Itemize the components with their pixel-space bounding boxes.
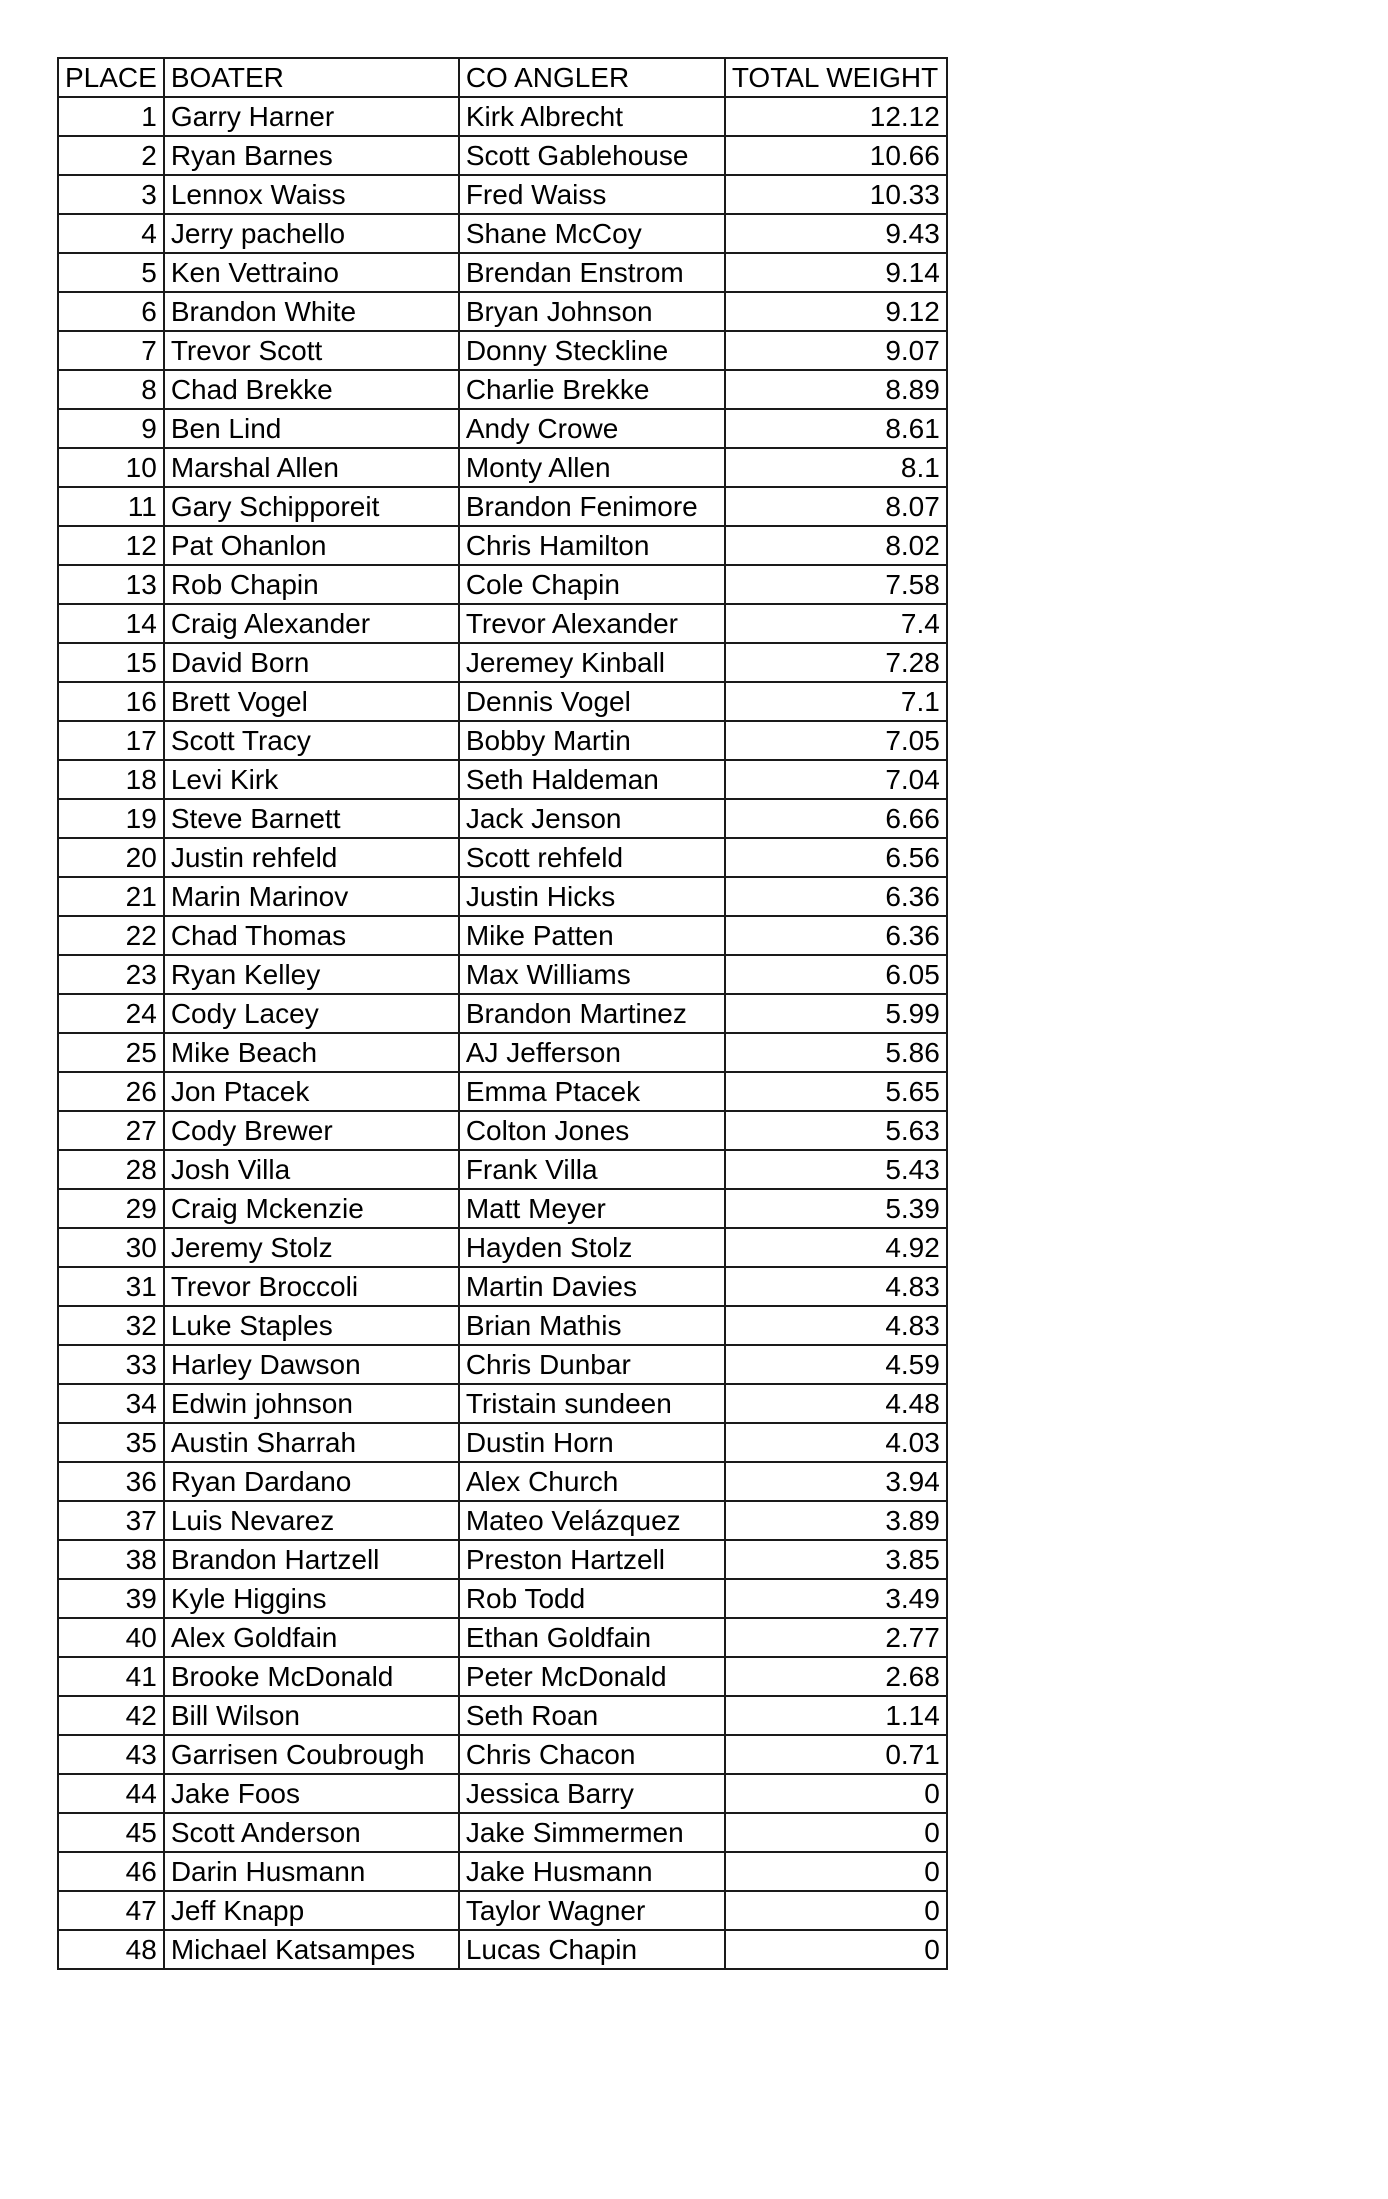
table-row — [58, 1423, 947, 1462]
boater-cell: Jeremy Stolz — [164, 1228, 459, 1267]
total-weight-cell: 3.94 — [725, 1462, 947, 1501]
boater-cell: Craig Mckenzie — [164, 1189, 459, 1228]
boater-cell: Ken Vettraino — [164, 253, 459, 292]
co-angler-cell: Bryan Johnson — [459, 292, 725, 331]
place-cell: 17 — [58, 721, 164, 760]
boater-cell: Rob Chapin — [164, 565, 459, 604]
place-cell: 23 — [58, 955, 164, 994]
boater-cell: Edwin johnson — [164, 1384, 459, 1423]
boater-cell: Marin Marinov — [164, 877, 459, 916]
place-cell: 47 — [58, 1891, 164, 1930]
total-weight-cell: 6.56 — [725, 838, 947, 877]
co-angler-cell: Colton Jones — [459, 1111, 725, 1150]
table-row — [58, 1462, 947, 1501]
boater-cell: Trevor Broccoli — [164, 1267, 459, 1306]
boater-cell: Kyle Higgins — [164, 1579, 459, 1618]
co-angler-cell: Chris Hamilton — [459, 526, 725, 565]
co-angler-cell: Donny Steckline — [459, 331, 725, 370]
total-weight-cell: 12.12 — [725, 97, 947, 136]
total-weight-cell: 9.14 — [725, 253, 947, 292]
table-row — [58, 799, 947, 838]
table-row — [58, 1774, 947, 1813]
boater-cell: Garry Harner — [164, 97, 459, 136]
co-angler-cell: Jack Jenson — [459, 799, 725, 838]
total-weight-cell: 8.61 — [725, 409, 947, 448]
place-cell: 43 — [58, 1735, 164, 1774]
header-row — [58, 58, 947, 97]
table-row — [58, 1345, 947, 1384]
co-angler-cell: Hayden Stolz — [459, 1228, 725, 1267]
place-cell: 5 — [58, 253, 164, 292]
total-weight-cell: 2.68 — [725, 1657, 947, 1696]
boater-cell: Lennox Waiss — [164, 175, 459, 214]
place-cell: 12 — [58, 526, 164, 565]
co-angler-cell: Chris Chacon — [459, 1735, 725, 1774]
place-cell: 31 — [58, 1267, 164, 1306]
boater-cell: Steve Barnett — [164, 799, 459, 838]
place-cell: 41 — [58, 1657, 164, 1696]
table-row — [58, 721, 947, 760]
table-row — [58, 1657, 947, 1696]
total-weight-cell: 7.58 — [725, 565, 947, 604]
boater-cell: Mike Beach — [164, 1033, 459, 1072]
place-cell: 20 — [58, 838, 164, 877]
total-weight-cell: 8.07 — [725, 487, 947, 526]
co-angler-cell: Chris Dunbar — [459, 1345, 725, 1384]
co-angler-cell: Jake Husmann — [459, 1852, 725, 1891]
total-weight-cell: 5.86 — [725, 1033, 947, 1072]
place-cell: 13 — [58, 565, 164, 604]
co-angler-cell: Alex Church — [459, 1462, 725, 1501]
table-row — [58, 994, 947, 1033]
boater-cell: Luke Staples — [164, 1306, 459, 1345]
co-angler-cell: Justin Hicks — [459, 877, 725, 916]
co-angler-cell: Kirk Albrecht — [459, 97, 725, 136]
boater-cell: Jerry pachello — [164, 214, 459, 253]
place-cell: 39 — [58, 1579, 164, 1618]
boater-cell: Austin Sharrah — [164, 1423, 459, 1462]
table-row — [58, 526, 947, 565]
co-angler-cell: Frank Villa — [459, 1150, 725, 1189]
total-weight-cell: 5.99 — [725, 994, 947, 1033]
place-cell: 26 — [58, 1072, 164, 1111]
co-angler-cell: Brandon Fenimore — [459, 487, 725, 526]
table-row — [58, 1501, 947, 1540]
co-angler-cell: Shane McCoy — [459, 214, 725, 253]
place-cell: 3 — [58, 175, 164, 214]
co-angler-cell: Brian Mathis — [459, 1306, 725, 1345]
boater-cell: Cody Brewer — [164, 1111, 459, 1150]
place-cell: 8 — [58, 370, 164, 409]
table-row — [58, 1618, 947, 1657]
table-row — [58, 1579, 947, 1618]
place-cell: 36 — [58, 1462, 164, 1501]
table-row — [58, 1306, 947, 1345]
total-weight-cell: 4.48 — [725, 1384, 947, 1423]
table-row — [58, 1033, 947, 1072]
boater-cell: Trevor Scott — [164, 331, 459, 370]
table-row — [58, 1891, 947, 1930]
table-row — [58, 604, 947, 643]
place-cell: 1 — [58, 97, 164, 136]
co-angler-cell: Rob Todd — [459, 1579, 725, 1618]
place-cell: 22 — [58, 916, 164, 955]
boater-cell: Pat Ohanlon — [164, 526, 459, 565]
boater-cell: Darin Husmann — [164, 1852, 459, 1891]
boater-cell: Bill Wilson — [164, 1696, 459, 1735]
table-row — [58, 1540, 947, 1579]
total-weight-cell: 5.43 — [725, 1150, 947, 1189]
table-row — [58, 331, 947, 370]
total-weight-cell: 9.12 — [725, 292, 947, 331]
co-angler-cell: Mateo Velázquez — [459, 1501, 725, 1540]
co-angler-cell: Jeremey Kinball — [459, 643, 725, 682]
total-weight-cell: 6.36 — [725, 877, 947, 916]
place-cell: 30 — [58, 1228, 164, 1267]
place-cell: 24 — [58, 994, 164, 1033]
place-cell: 2 — [58, 136, 164, 175]
total-weight-cell: 8.1 — [725, 448, 947, 487]
header-co-angler: CO ANGLER — [459, 58, 725, 97]
table-row — [58, 1150, 947, 1189]
co-angler-cell: Ethan Goldfain — [459, 1618, 725, 1657]
total-weight-cell: 3.85 — [725, 1540, 947, 1579]
boater-cell: Jake Foos — [164, 1774, 459, 1813]
boater-cell: Alex Goldfain — [164, 1618, 459, 1657]
boater-cell: Marshal Allen — [164, 448, 459, 487]
place-cell: 4 — [58, 214, 164, 253]
co-angler-cell: Jessica Barry — [459, 1774, 725, 1813]
boater-cell: Luis Nevarez — [164, 1501, 459, 1540]
place-cell: 25 — [58, 1033, 164, 1072]
boater-cell: Ryan Barnes — [164, 136, 459, 175]
co-angler-cell: Cole Chapin — [459, 565, 725, 604]
boater-cell: Scott Anderson — [164, 1813, 459, 1852]
table-row — [58, 1813, 947, 1852]
place-cell: 35 — [58, 1423, 164, 1462]
total-weight-cell: 7.05 — [725, 721, 947, 760]
co-angler-cell: Martin Davies — [459, 1267, 725, 1306]
total-weight-cell: 2.77 — [725, 1618, 947, 1657]
table-row — [58, 409, 947, 448]
boater-cell: Josh Villa — [164, 1150, 459, 1189]
total-weight-cell: 6.66 — [725, 799, 947, 838]
place-cell: 48 — [58, 1930, 164, 1969]
co-angler-cell: AJ Jefferson — [459, 1033, 725, 1072]
boater-cell: Jon Ptacek — [164, 1072, 459, 1111]
place-cell: 32 — [58, 1306, 164, 1345]
place-cell: 44 — [58, 1774, 164, 1813]
table-row — [58, 97, 947, 136]
place-cell: 40 — [58, 1618, 164, 1657]
table-row — [58, 253, 947, 292]
place-cell: 16 — [58, 682, 164, 721]
co-angler-cell: Brandon Martinez — [459, 994, 725, 1033]
place-cell: 19 — [58, 799, 164, 838]
total-weight-cell: 9.07 — [725, 331, 947, 370]
place-cell: 9 — [58, 409, 164, 448]
table-row — [58, 1384, 947, 1423]
co-angler-cell: Scott Gablehouse — [459, 136, 725, 175]
table-row — [58, 175, 947, 214]
header-boater: BOATER — [164, 58, 459, 97]
boater-cell: Scott Tracy — [164, 721, 459, 760]
table-row — [58, 214, 947, 253]
total-weight-cell: 0.71 — [725, 1735, 947, 1774]
boater-cell: Ben Lind — [164, 409, 459, 448]
total-weight-cell: 0 — [725, 1930, 947, 1969]
table-row — [58, 1696, 947, 1735]
co-angler-cell: Matt Meyer — [459, 1189, 725, 1228]
total-weight-cell: 0 — [725, 1813, 947, 1852]
total-weight-cell: 6.05 — [725, 955, 947, 994]
total-weight-cell: 4.92 — [725, 1228, 947, 1267]
boater-cell: Jeff Knapp — [164, 1891, 459, 1930]
table-row — [58, 955, 947, 994]
place-cell: 6 — [58, 292, 164, 331]
table-row — [58, 1267, 947, 1306]
place-cell: 46 — [58, 1852, 164, 1891]
table-row — [58, 136, 947, 175]
co-angler-cell: Brendan Enstrom — [459, 253, 725, 292]
place-cell: 45 — [58, 1813, 164, 1852]
total-weight-cell: 5.63 — [725, 1111, 947, 1150]
place-cell: 37 — [58, 1501, 164, 1540]
results-table — [57, 57, 948, 1970]
table-row — [58, 292, 947, 331]
total-weight-cell: 4.59 — [725, 1345, 947, 1384]
co-angler-cell: Scott rehfeld — [459, 838, 725, 877]
place-cell: 15 — [58, 643, 164, 682]
boater-cell: Craig Alexander — [164, 604, 459, 643]
place-cell: 11 — [58, 487, 164, 526]
co-angler-cell: Monty Allen — [459, 448, 725, 487]
boater-cell: Justin rehfeld — [164, 838, 459, 877]
total-weight-cell: 8.89 — [725, 370, 947, 409]
total-weight-cell: 0 — [725, 1774, 947, 1813]
place-cell: 33 — [58, 1345, 164, 1384]
total-weight-cell: 1.14 — [725, 1696, 947, 1735]
table-row — [58, 1072, 947, 1111]
results-table-body — [58, 97, 947, 1969]
co-angler-cell: Mike Patten — [459, 916, 725, 955]
total-weight-cell: 4.83 — [725, 1267, 947, 1306]
boater-cell: Ryan Dardano — [164, 1462, 459, 1501]
place-cell: 21 — [58, 877, 164, 916]
co-angler-cell: Max Williams — [459, 955, 725, 994]
boater-cell: David Born — [164, 643, 459, 682]
table-row — [58, 1111, 947, 1150]
table-row — [58, 643, 947, 682]
boater-cell: Michael Katsampes — [164, 1930, 459, 1969]
table-row — [58, 682, 947, 721]
table-row — [58, 1930, 947, 1969]
total-weight-cell: 10.33 — [725, 175, 947, 214]
table-row — [58, 487, 947, 526]
table-row — [58, 760, 947, 799]
total-weight-cell: 0 — [725, 1852, 947, 1891]
co-angler-cell: Jake Simmermen — [459, 1813, 725, 1852]
total-weight-cell: 9.43 — [725, 214, 947, 253]
co-angler-cell: Andy Crowe — [459, 409, 725, 448]
co-angler-cell: Dennis Vogel — [459, 682, 725, 721]
place-cell: 10 — [58, 448, 164, 487]
co-angler-cell: Seth Roan — [459, 1696, 725, 1735]
total-weight-cell: 7.04 — [725, 760, 947, 799]
total-weight-cell: 7.4 — [725, 604, 947, 643]
total-weight-cell: 5.39 — [725, 1189, 947, 1228]
co-angler-cell: Emma Ptacek — [459, 1072, 725, 1111]
total-weight-cell: 4.83 — [725, 1306, 947, 1345]
place-cell: 38 — [58, 1540, 164, 1579]
table-row — [58, 1228, 947, 1267]
table-row — [58, 1189, 947, 1228]
table-row — [58, 565, 947, 604]
co-angler-cell: Dustin Horn — [459, 1423, 725, 1462]
place-cell: 34 — [58, 1384, 164, 1423]
total-weight-cell: 10.66 — [725, 136, 947, 175]
header-place: PLACE — [58, 58, 164, 97]
table-row — [58, 1852, 947, 1891]
co-angler-cell: Charlie Brekke — [459, 370, 725, 409]
co-angler-cell: Tristain sundeen — [459, 1384, 725, 1423]
total-weight-cell: 3.49 — [725, 1579, 947, 1618]
boater-cell: Levi Kirk — [164, 760, 459, 799]
boater-cell: Harley Dawson — [164, 1345, 459, 1384]
place-cell: 28 — [58, 1150, 164, 1189]
header-total-weight: TOTAL WEIGHT — [725, 58, 947, 97]
total-weight-cell: 7.1 — [725, 682, 947, 721]
boater-cell: Ryan Kelley — [164, 955, 459, 994]
table-row — [58, 916, 947, 955]
boater-cell: Cody Lacey — [164, 994, 459, 1033]
total-weight-cell: 4.03 — [725, 1423, 947, 1462]
total-weight-cell: 6.36 — [725, 916, 947, 955]
boater-cell: Brandon Hartzell — [164, 1540, 459, 1579]
boater-cell: Brandon White — [164, 292, 459, 331]
place-cell: 29 — [58, 1189, 164, 1228]
total-weight-cell: 8.02 — [725, 526, 947, 565]
boater-cell: Brooke McDonald — [164, 1657, 459, 1696]
place-cell: 14 — [58, 604, 164, 643]
co-angler-cell: Peter McDonald — [459, 1657, 725, 1696]
boater-cell: Garrisen Coubrough — [164, 1735, 459, 1774]
boater-cell: Brett Vogel — [164, 682, 459, 721]
table-row — [58, 877, 947, 916]
boater-cell: Chad Thomas — [164, 916, 459, 955]
table-row — [58, 448, 947, 487]
total-weight-cell: 3.89 — [725, 1501, 947, 1540]
co-angler-cell: Bobby Martin — [459, 721, 725, 760]
place-cell: 7 — [58, 331, 164, 370]
co-angler-cell: Trevor Alexander — [459, 604, 725, 643]
co-angler-cell: Seth Haldeman — [459, 760, 725, 799]
co-angler-cell: Lucas Chapin — [459, 1930, 725, 1969]
total-weight-cell: 7.28 — [725, 643, 947, 682]
total-weight-cell: 0 — [725, 1891, 947, 1930]
place-cell: 27 — [58, 1111, 164, 1150]
place-cell: 18 — [58, 760, 164, 799]
table-row — [58, 370, 947, 409]
table-row — [58, 838, 947, 877]
boater-cell: Chad Brekke — [164, 370, 459, 409]
co-angler-cell: Fred Waiss — [459, 175, 725, 214]
co-angler-cell: Taylor Wagner — [459, 1891, 725, 1930]
co-angler-cell: Preston Hartzell — [459, 1540, 725, 1579]
total-weight-cell: 5.65 — [725, 1072, 947, 1111]
place-cell: 42 — [58, 1696, 164, 1735]
table-row — [58, 1735, 947, 1774]
boater-cell: Gary Schipporeit — [164, 487, 459, 526]
